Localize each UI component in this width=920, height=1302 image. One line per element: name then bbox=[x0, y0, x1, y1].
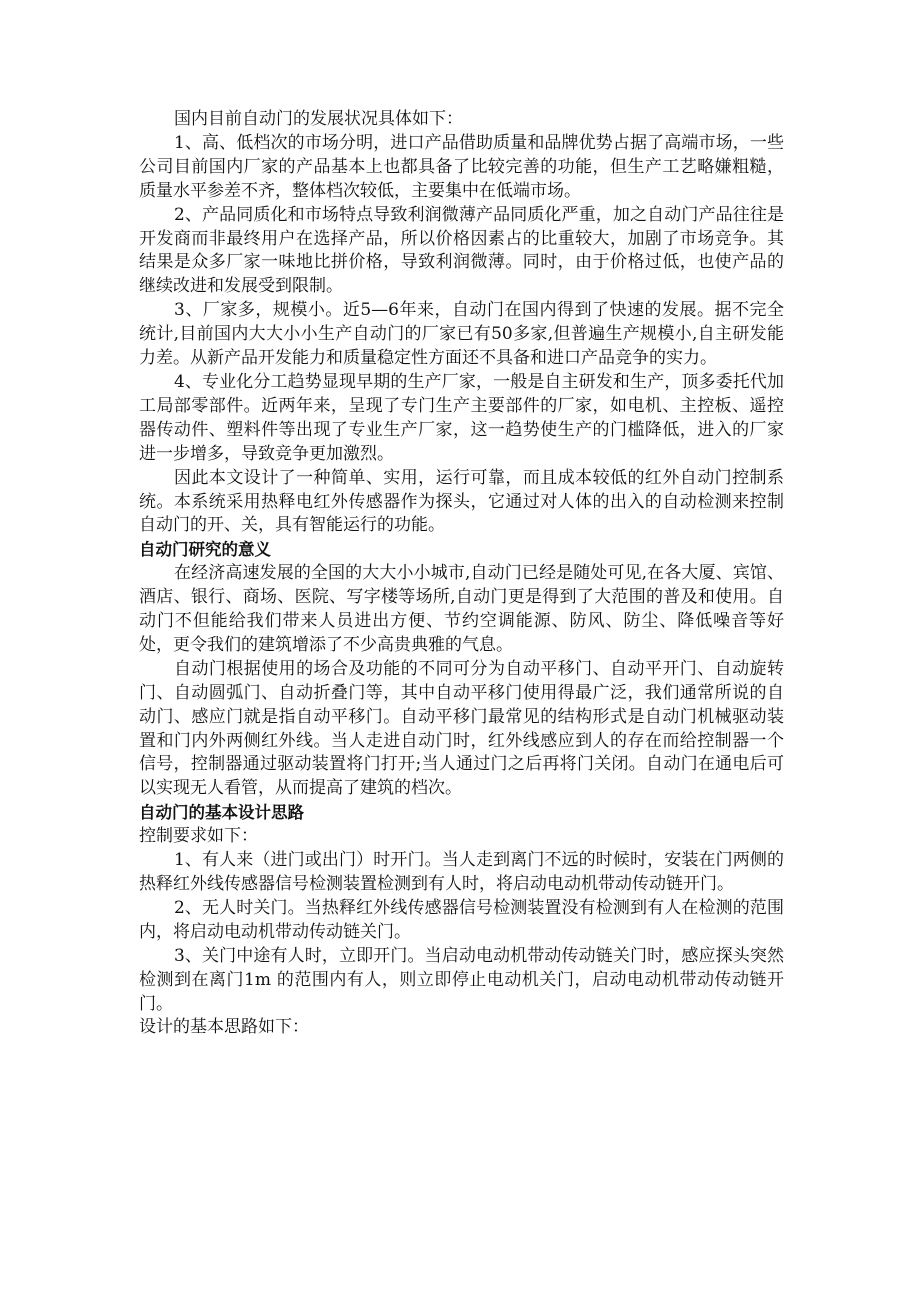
intro-paragraph: 国内目前自动门的发展状况具体如下： bbox=[174, 109, 463, 129]
list-item-paragraph: 1、高、低档次的市场分明，进口产品借助质量和品牌优势占据了高端市场，一些公司目前国内厂家的产品基本上也都具备了比较完善的功能，但生产工艺略嫌粗糙，质量水平参差不齐，整体档次较低，主要集中在低端市场。 bbox=[139, 132, 784, 201]
list-item-paragraph: 3、关门中途有人时，立即开门。当启动电动机带动传动链关门时，感应探头突然检测到在离门1m 的范围内有人，则立即停止电动机关门，启动电动机带动传动链开门。 bbox=[139, 945, 784, 1014]
section-heading: 自动门研究的意义 bbox=[139, 540, 271, 560]
list-item-paragraph: 2、无人时关门。当热释红外线传感器信号检测装置没有检测到有人在检测的范围内，将启动电动机带动传动链关门。 bbox=[139, 897, 784, 942]
body-paragraph: 因此本文设计了一种简单、实用，运行可靠，而且成本较低的红外自动门控制系统。本系统采用热释电红外传感器作为探头，它通过对人体的出入的自动检测来控制自动门的开、关，具有智能运行的功能。 bbox=[139, 467, 784, 536]
body-paragraph: 设计的基本思路如下： bbox=[139, 1017, 309, 1038]
body-paragraph: 在经济高速发展的全国的大大小小城市,自动门已经是随处可见,在各大厦、宾馆、酒店、银行、商场、医院、写字楼等场所,自动门更是得到了大范围的普及和使用。自动门不但能给我们带来人员进出方便、节约空调能源、防风、防尘、降低噪音等好处，更令我们的建筑增添了不少高贵典雅的气息。 bbox=[139, 563, 784, 655]
list-item-paragraph: 3、厂家多，规模小。近5—6年来，自动门在国内得到了快速的发展。据不完全统计,目前国内大大小小生产自动门的厂家已有50多家,但普遍生产规模小,自主研发能力差。从新产品开发能力和质量稳定性方面还不具备和进口产品竞争的实力。 bbox=[139, 300, 784, 369]
list-item-paragraph: 4、专业化分工趋势显现早期的生产厂家，一般是自主研发和生产，顶多委托代加工局部零部件。近两年来，呈现了专门生产主要部件的厂家，如电机、主控板、遥控器传动件、塑料件等出现了专业生产厂家，这一趋势使生产的门槛降低，进入的厂家进一步增多，导致竞争更加激烈。 bbox=[139, 371, 784, 464]
list-item-paragraph: 1、有人来（进门或出门）时开门。当人走到离门不远的时候时，安装在门两侧的热释红外线传感器信号检测装置检测到有人时，将启动电动机带动传动链开门。 bbox=[139, 850, 784, 894]
document-body bbox=[139, 108, 784, 1040]
body-paragraph: 自动门根据使用的场合及功能的不同可分为自动平移门、自动平开门、自动旋转门、自动圆弧门、自动折叠门等，其中自动平移门使用得最广泛，我们通常所说的自动门、感应门就是指自动平移门。自动平移门最常见的结构形式是自动门机械驱动装置和门内外两侧红外线。当人走进自动门时，红外线感应到人的存在而给控制器一个信号，控制器通过驱动装置将门打开;当人通过门之后再将门关闭。自动门在通电后可以实现无人看管，从而提高了建筑的档次。 bbox=[139, 658, 784, 799]
list-item-paragraph: 2、产品同质化和市场特点导致利润微薄产品同质化严重，加之自动门产品往往是开发商而非最终用户在选择产品，所以价格因素占的比重较大，加剧了市场竞争。其结果是众多厂家一味地比拼价格，导致利润微薄。同时，由于价格过低，也使产品的继续改进和发展受到限制。 bbox=[139, 204, 784, 297]
body-paragraph: 控制要求如下： bbox=[139, 826, 258, 847]
section-heading: 自动门的基本设计思路 bbox=[139, 803, 304, 823]
